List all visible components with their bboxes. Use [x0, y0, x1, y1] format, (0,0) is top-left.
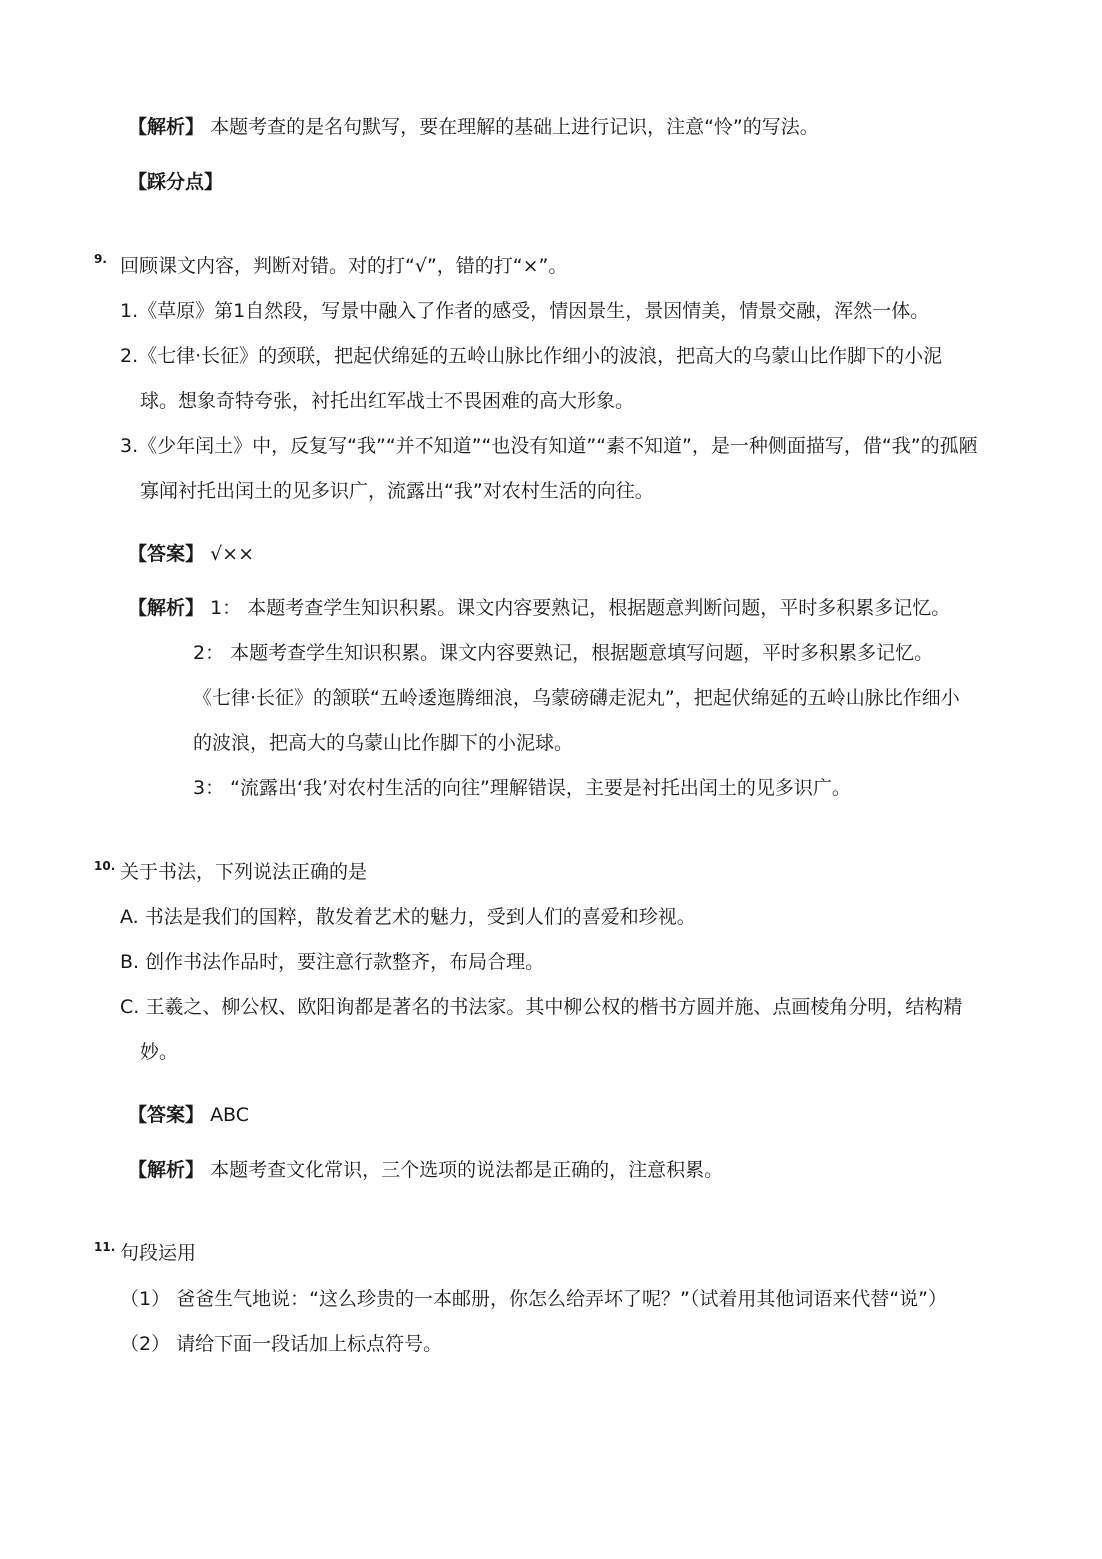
q11-stem: 句段运用 — [120, 1242, 197, 1264]
q9-item-3: 3.《少年闰土》中，反复写“我”“并不知道”“也没有知道”“素不知道”，是一种侧面描写，借“我”的孤陋 — [120, 435, 978, 457]
q9-analysis — [128, 596, 950, 620]
q10-analysis — [128, 1158, 723, 1182]
q9-analysis-line-4: 的波浪，把高大的乌蒙山比作脚下的小泥球。 — [193, 732, 574, 754]
q9-item-2: 2.《七律·长征》的颈联，把起伏绵延的五岭山脉比作细小的波浪，把高大的乌蒙山比作脚下的小泥 — [120, 345, 943, 367]
q11-item-1: （1） 爸爸生气地说：“这么珍贵的一本邮册，你怎么给弄坏了呢？”（试着用其他词语来代替“说”） — [120, 1288, 948, 1310]
analysis-label: 【解析】 — [128, 597, 205, 619]
q10-number: 10. — [94, 859, 116, 873]
analysis-label: 【解析】 — [128, 116, 205, 138]
q10-option-c-cont: 妙。 — [140, 1041, 179, 1063]
q9-stem: 回顾课文内容，判断对错。对的打“√”，错的打“×”。 — [120, 255, 568, 277]
q11-number: 11. — [94, 1240, 116, 1254]
q9-item-2-cont: 球。想象奇特夸张，衬托出红军战士不畏困难的高大形象。 — [140, 390, 635, 412]
q10-stem: 关于书法，下列说法正确的是 — [120, 861, 368, 883]
analysis-line-1: 1： 本题考查学生知识积累。课文内容要熟记，根据题意判断问题，平时多积累多记忆。 — [210, 597, 951, 619]
q9-analysis-line-5: 3： “流露出‘我’对农村生活的向往”理解错误，主要是衬托出闰土的见多识广。 — [193, 777, 851, 799]
q10-option-a: A. 书法是我们的国粹，散发着艺术的魅力，受到人们的喜爱和珍视。 — [120, 906, 696, 928]
q8-scoring-points-label: 【踩分点】 — [128, 171, 224, 193]
analysis-text: 本题考查文化常识，三个选项的说法都是正确的，注意积累。 — [210, 1159, 724, 1181]
q8-analysis — [128, 115, 819, 139]
answer-label: 【答案】 — [128, 1104, 205, 1126]
q10-option-b: B. 创作书法作品时，要注意行款整齐，布局合理。 — [120, 951, 545, 973]
answer-label: 【答案】 — [128, 543, 205, 565]
answer-text: √×× — [210, 543, 255, 565]
q10-answer — [128, 1103, 249, 1127]
q9-analysis-line-3: 《七律·长征》的颔联“五岭逶迤腾细浪，乌蒙磅礴走泥丸”，把起伏绵延的五岭山脉比作细小 — [193, 687, 960, 709]
answer-text: ABC — [210, 1104, 250, 1126]
q10-option-c: C. 王羲之、柳公权、欧阳询都是著名的书法家。其中柳公权的楷书方圆并施、点画棱角分明，结构精 — [120, 996, 963, 1018]
q9-analysis-line-2: 2： 本题考查学生知识积累。课文内容要熟记，根据题意填写问题，平时多积累多记忆。 — [193, 642, 934, 664]
q9-item-3-cont: 寡闻衬托出闰土的见多识广，流露出“我”对农村生活的向往。 — [140, 480, 654, 502]
q9-number: 9. — [94, 252, 107, 266]
q9-answer — [128, 542, 254, 566]
q11-item-2: （2） 请给下面一段话加上标点符号。 — [120, 1333, 443, 1355]
analysis-text: 本题考查的是名句默写，要在理解的基础上进行记识，注意“怜”的写法。 — [210, 116, 819, 138]
q9-item-1: 1.《草原》第1自然段，写景中融入了作者的感受，情因景生，景因情美，情景交融，浑然一体。 — [120, 300, 930, 322]
analysis-label: 【解析】 — [128, 1159, 205, 1181]
